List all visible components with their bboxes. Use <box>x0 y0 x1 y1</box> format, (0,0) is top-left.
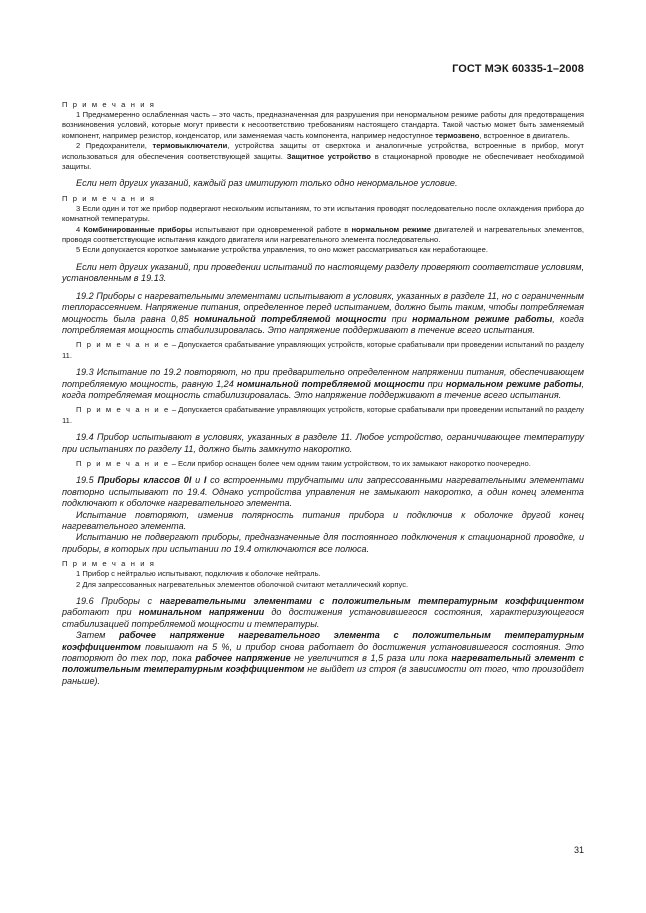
term-bold: термовыключатели <box>152 141 228 151</box>
note-label: П р и м е ч а н и е <box>76 405 170 415</box>
term-bold: рабочее напряжение <box>195 653 291 664</box>
note-text: – Допускается срабатывание управляющих устройств, которые срабатывали при проведении испытаний по разделу 11. <box>62 405 584 425</box>
clause-19-6-voltage-increase <box>62 630 584 687</box>
note-text: , встроенное в двигатель. <box>479 130 570 140</box>
clause-19-5 <box>62 475 584 509</box>
term-bold: нормальном режиме работы <box>445 378 582 389</box>
note-19-5-1: 1 Прибор с нейтралью испытывают, подключив к оболочке нейтраль. <box>76 569 321 579</box>
notes-heading: П р и м е ч а н и я <box>62 559 156 569</box>
term-bold: рабочее напряжение нагревательного элемента с положительным температурным коэффициентом <box>62 630 584 652</box>
note-3: 3 Если один и тот же прибор подвергают нескольким испытаниям, то эти испытания проводят последовательно после охлаждения прибора до комнатной температуры. <box>62 203 584 224</box>
term-bold: номинальной потребляемой мощности <box>236 378 425 389</box>
clause-text: , когда потребляемая мощность стабилизировалась. Это напряжение поддерживают в течение всего испытания. <box>62 378 584 400</box>
clause-19-5-exclusion: Испытанию не подвергают приборы, предназначенные для постоянного подключения к стационарной проводке, и приборы, в которых при испытании по 19.4 отключаются все полюса. <box>62 532 584 554</box>
clause-text: при <box>424 378 446 389</box>
page-number: 31 <box>573 845 584 855</box>
paragraph-other-conditions: Если нет других указаний, при проведении испытаний по настоящему разделу проверяют соответствие условиям, установленным в 19.13. <box>62 261 584 284</box>
clause-19-4: 19.4 Прибор испытывают в условиях, указанных в разделе 11. Любое устройство, ограничивающее температуру при испытаниях по разделу 11, должно быть замкнуто накоротко. <box>62 432 584 454</box>
term-bold: Приборы классов 0I <box>97 475 192 486</box>
term-bold: нормальном режиме работы <box>412 313 553 324</box>
standard-header: ГОСТ МЭК 60335-1–2008 <box>452 63 584 75</box>
note-text: , устройства защиты от сверхтока и аналогичные устройства, встроенные в прибор, могут использоваться для обеспечения соответствующей защиты. <box>62 141 585 161</box>
note-2 <box>62 141 584 172</box>
clause-text: 19.6 Приборы с <box>76 596 160 607</box>
term-bold: I <box>203 475 207 486</box>
clause-text: и <box>191 475 204 486</box>
clause-text: не выйдет из строя (в зависимости от того, что произойдет раньше). <box>62 664 584 686</box>
notes-heading: П р и м е ч а н и я <box>62 100 156 109</box>
term-bold: номинальном напряжении <box>138 607 265 618</box>
note-5: 5 Если допускается короткое замыкание устройства управления, то оно может рассматриваться как неработающее. <box>76 245 488 255</box>
note-19-4 <box>62 459 584 469</box>
note-19-3 <box>62 405 584 426</box>
clause-text: Затем <box>76 630 120 641</box>
term-bold: нагревательный элемент с положительным температурным коэффициентом <box>62 653 584 675</box>
clause-19-6 <box>62 596 584 630</box>
term-bold: Комбинированные приборы <box>83 224 193 234</box>
page-content <box>62 96 584 687</box>
note-text: 2 Предохранители, <box>76 141 153 151</box>
clause-text: 19.3 Испытание по 19.2 повторяют, но при предварительно определенном напряжении питания, обеспечивающем потребляемую мощность, равную 1,24 <box>62 367 584 389</box>
note-label: П р и м е ч а н и е <box>76 340 170 350</box>
clause-text: 19.2 Приборы с нагревательными элементами испытывают в условиях, указанных в разделе 11, но с ограниченным теплорассеянием. Напряжение питания, определенное перед испытанием, должно быть таким, чтобы потребляемая мощность была равна 0,85 <box>62 290 584 324</box>
note-19-2 <box>62 340 584 361</box>
clause-19-5-repeat: Испытание повторяют, изменив полярность питания прибора и подключив к оболочке другой конец нагревательного элемента. <box>62 509 584 531</box>
note-text: в стационарной проводке не обеспечивает необходимой защиты. <box>62 151 584 172</box>
clause-text: повышают на 5 %, и прибор снова работает до достижения установившегося состояния. Это повторяют до тех пор, пока <box>62 641 584 664</box>
term-bold: термозвено <box>435 130 480 140</box>
term-bold: нагревательными элементами с положительным температурным коэффициентом <box>159 596 584 607</box>
note-text: 1 Преднамеренно ослабленная часть – это часть, предназначенная для разрушения при ненормальном режиме работы для предотвращения возникновения условий, которые могут привести к несоответствию требованиям настоящего стандарта. Такой частью может быть заменяемый компонент, например резистор, конденсатор, или заменяемая часть компонента, например недоступное <box>62 110 584 140</box>
clause-text: 19.5 <box>76 475 98 486</box>
note-text: 4 <box>76 224 84 234</box>
notes-heading: П р и м е ч а н и я <box>62 193 156 203</box>
note-text: испытывают при одновременной работе в <box>192 224 352 234</box>
term-bold: Защитное устройство <box>286 151 371 161</box>
note-label: П р и м е ч а н и е <box>76 458 170 468</box>
clause-text: работают при <box>62 607 139 618</box>
note-text: двигателей и нагревательных элементов, проводя соответствующие испытания каждого двигателя или нагревательного элемента последовательно. <box>62 224 584 245</box>
term-bold: номинальной потребляемой мощности <box>194 313 387 324</box>
note-19-5-2: 2 Для запрессованных нагревательных элементов оболочкой считают металлический корпус. <box>76 579 409 589</box>
clause-text: при <box>386 313 413 324</box>
note-1 <box>62 110 584 141</box>
term-bold: нормальном режиме <box>351 224 431 234</box>
note-text: – Допускается срабатывание управляющих устройств, которые срабатывали при проведении испытаний по разделу 11. <box>62 340 584 360</box>
clause-text: , когда потребляемая мощность стабилизировалась. Это напряжение поддерживают в течение всего испытания. <box>62 313 584 335</box>
clause-text: не увеличится в 1,5 раза или пока <box>290 653 452 664</box>
note-text: – Если прибор оснащен более чем одним таким устройством, то их замыкают накоротко поочередно. <box>169 458 531 468</box>
note-4 <box>62 225 584 246</box>
clause-text: со встроенными трубчатыми или запрессованными нагревательными элементами повторно испытывают по 19.4. Однако устройства управления не замыкают накоротко, а один конец элемента подключают к оболочке нагревательного элемента. <box>62 475 584 509</box>
clause-text: до достижения установившегося состояния, характеризующегося стабилизацией потребляемой мощности и температуры. <box>62 607 585 629</box>
paragraph-single-condition: Если нет других указаний, каждый раз имитируют только одно ненормальное условие. <box>76 178 458 189</box>
clause-19-2 <box>62 291 584 337</box>
clause-19-3 <box>62 367 584 401</box>
